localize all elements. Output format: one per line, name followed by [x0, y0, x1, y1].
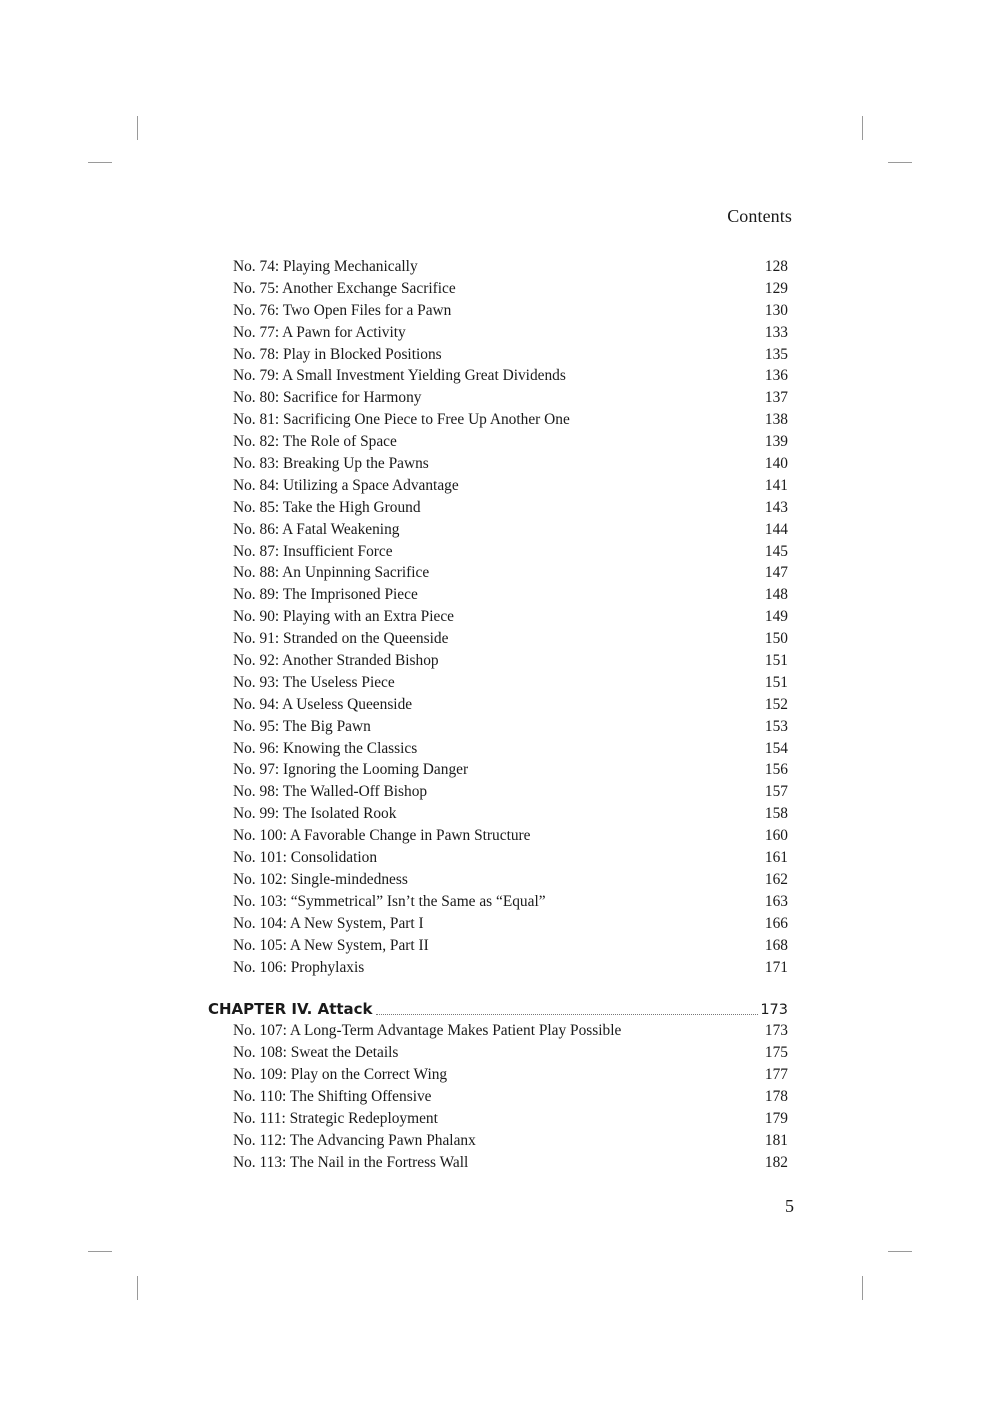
crop-mark-bottom-right-horizontal: [888, 1251, 912, 1252]
toc-entry[interactable]: [208, 803, 788, 825]
dot-leader: [441, 664, 764, 665]
toc-entries-after: [208, 1020, 788, 1173]
toc-entry[interactable]: [208, 650, 788, 672]
dot-leader: [408, 336, 764, 337]
toc-entry-title: No. 113: The Nail in the Fortress Wall: [233, 1153, 469, 1171]
toc-entry-title: No. 87: Insufficient Force: [233, 542, 393, 560]
toc-entry[interactable]: [208, 541, 788, 563]
dot-leader: [431, 576, 764, 577]
crop-mark-top-right-vertical: [862, 116, 863, 140]
dot-leader: [401, 533, 763, 534]
toc-entry-title: No. 83: Breaking Up the Pawns: [233, 455, 429, 473]
toc-entry-title: No. 91: Stranded on the Queenside: [233, 630, 449, 648]
toc-entry[interactable]: [208, 497, 788, 519]
toc-entry[interactable]: [208, 957, 788, 979]
toc-entry-page-number: 135: [764, 345, 788, 363]
toc-entry-title: No. 82: The Role of Space: [233, 433, 397, 451]
toc-entry-page-number: 152: [764, 695, 788, 713]
dot-leader: [450, 642, 763, 643]
toc-entry[interactable]: [208, 935, 788, 957]
toc-entry-page-number: 144: [764, 520, 788, 538]
toc-entry[interactable]: [208, 847, 788, 869]
toc-entry[interactable]: [208, 1042, 788, 1064]
toc-entry[interactable]: [208, 562, 788, 584]
dot-leader: [453, 314, 764, 315]
toc-entry-page-number: 133: [764, 323, 788, 341]
toc-entry[interactable]: [208, 1108, 788, 1130]
dot-leader: [456, 620, 764, 621]
toc-entry[interactable]: [208, 256, 788, 278]
toc-entry-page-number: 173: [764, 1022, 788, 1040]
toc-entry[interactable]: [208, 1064, 788, 1086]
toc-entry-title: No. 80: Sacrifice for Harmony: [233, 389, 422, 407]
toc-entry[interactable]: [208, 628, 788, 650]
toc-entry[interactable]: [208, 913, 788, 935]
toc-entry[interactable]: [208, 781, 788, 803]
toc-entry-page-number: 137: [764, 389, 788, 407]
toc-entry-page-number: 175: [764, 1044, 788, 1062]
toc-entry[interactable]: [208, 409, 788, 431]
toc-entry[interactable]: [208, 716, 788, 738]
dot-leader: [400, 1056, 763, 1057]
toc-entry[interactable]: [208, 891, 788, 913]
toc-entry[interactable]: [208, 759, 788, 781]
toc-entry[interactable]: [208, 365, 788, 387]
toc-entry-title: No. 100: A Favorable Change in Pawn Structure: [233, 827, 531, 845]
toc-entry[interactable]: [208, 825, 788, 847]
toc-entry-title: No. 92: Another Stranded Bishop: [233, 652, 439, 670]
dot-leader: [572, 423, 764, 424]
chapter-page-number: 173: [760, 1002, 788, 1019]
dot-leader: [423, 511, 764, 512]
toc-entry-title: No. 75: Another Exchange Sacrifice: [233, 279, 456, 297]
toc-entry-page-number: 143: [764, 498, 788, 516]
toc-entry-page-number: 128: [764, 258, 788, 275]
toc-entry-title: No. 90: Playing with an Extra Piece: [233, 608, 454, 626]
dot-leader: [423, 401, 763, 402]
dot-leader: [458, 292, 764, 293]
toc-entry-page-number: 171: [764, 958, 788, 976]
crop-mark-top-left-vertical: [137, 116, 138, 140]
toc-entry-page-number: 181: [764, 1131, 788, 1149]
dot-leader: [449, 1078, 764, 1079]
toc-entry-title: No. 102: Single-mindedness: [233, 870, 408, 888]
toc-entry-page-number: 162: [764, 870, 788, 888]
toc-entry-page-number: 154: [764, 739, 788, 757]
crop-mark-bottom-left-horizontal: [88, 1251, 112, 1252]
toc-entry-title: No. 112: The Advancing Pawn Phalanx: [233, 1131, 476, 1149]
toc-entry[interactable]: [208, 606, 788, 628]
toc-entry-page-number: 151: [764, 673, 788, 691]
dot-leader: [431, 949, 764, 950]
dot-leader: [426, 927, 764, 928]
toc-entry-title: No. 84: Utilizing a Space Advantage: [233, 476, 459, 494]
dot-leader: [366, 971, 764, 972]
toc-entry[interactable]: [208, 300, 788, 322]
toc-entry[interactable]: [208, 387, 788, 409]
toc-entry[interactable]: [208, 694, 788, 716]
toc-entry-title: No. 77: A Pawn for Activity: [233, 323, 406, 341]
toc-entry-page-number: 150: [764, 630, 788, 648]
toc-entry-title: No. 110: The Shifting Offensive: [233, 1088, 432, 1106]
toc-entry[interactable]: [208, 1130, 788, 1152]
chapter-gap: [208, 978, 788, 998]
page-number: 5: [785, 1196, 794, 1216]
toc-entry[interactable]: [208, 278, 788, 300]
toc-entry-page-number: 158: [764, 805, 788, 823]
toc-entry-page-number: 178: [764, 1088, 788, 1106]
toc-entry-title: No. 105: A New System, Part II: [233, 936, 429, 954]
dot-leader: [379, 861, 764, 862]
toc-entry[interactable]: [208, 344, 788, 366]
dot-leader: [470, 1166, 764, 1167]
dot-leader: [420, 598, 764, 599]
toc-entry-page-number: 157: [764, 783, 788, 801]
toc-entry-page-number: 148: [764, 586, 788, 604]
dot-leader: [548, 905, 764, 906]
dot-leader: [568, 379, 764, 380]
toc-entry-title: No. 88: An Unpinning Sacrifice: [233, 564, 430, 582]
toc-entry-title: No. 104: A New System, Part I: [233, 914, 424, 932]
toc-entry-title: No. 97: Ignoring the Looming Danger: [233, 761, 469, 779]
toc-entry-page-number: 182: [764, 1153, 788, 1171]
toc-entry-page-number: 139: [764, 433, 788, 451]
toc-entry-title: No. 107: A Long-Term Advantage Makes Patient Play Possible: [233, 1022, 622, 1040]
crop-mark-top-left-horizontal: [88, 162, 112, 163]
toc-entry-title: No. 111: Strategic Redeployment: [233, 1109, 438, 1127]
toc-entry-title: No. 108: Sweat the Details: [233, 1044, 399, 1062]
chapter-title: CHAPTER IV. Attack: [208, 1000, 373, 1019]
table-of-contents: [208, 256, 788, 1174]
toc-entry-page-number: 147: [764, 564, 788, 582]
toc-chapter-heading[interactable]: [208, 998, 788, 1020]
toc-entry-page-number: 145: [764, 542, 788, 560]
dot-leader: [398, 817, 763, 818]
toc-entry-page-number: 151: [764, 652, 788, 670]
running-head: Contents: [727, 206, 792, 226]
dot-leader: [478, 1144, 764, 1145]
toc-entry-title: No. 94: A Useless Queenside: [233, 695, 413, 713]
toc-entry-title: No. 96: Knowing the Classics: [233, 739, 418, 757]
toc-entry-title: No. 79: A Small Investment Yielding Great Dividends: [233, 367, 566, 385]
toc-entry-page-number: 149: [764, 608, 788, 626]
toc-entry-title: No. 106: Prophylaxis: [233, 958, 365, 976]
toc-entry-title: No. 76: Two Open Files for a Pawn: [233, 301, 452, 319]
crop-mark-bottom-left-vertical: [137, 1276, 138, 1300]
toc-entry[interactable]: [208, 475, 788, 497]
toc-entry-title: No. 101: Consolidation: [233, 849, 378, 867]
toc-entries-before: [208, 256, 788, 978]
dot-leader: [420, 270, 764, 271]
dot-leader: [397, 686, 764, 687]
toc-entry[interactable]: [208, 869, 788, 891]
dot-leader: [373, 730, 764, 731]
toc-entry-title: No. 93: The Useless Piece: [233, 673, 395, 691]
toc-entry-title: No. 85: Take the High Ground: [233, 498, 421, 516]
toc-entry[interactable]: [208, 431, 788, 453]
toc-entry-page-number: 129: [764, 279, 788, 297]
toc-entry-page-number: 166: [764, 914, 788, 932]
toc-entry-title: No. 74: Playing Mechanically: [233, 258, 418, 275]
toc-entry-page-number: 140: [764, 455, 788, 473]
dot-leader: [440, 1122, 764, 1123]
toc-entry-page-number: 141: [764, 476, 788, 494]
toc-entry[interactable]: [208, 453, 788, 475]
toc-entry-page-number: 160: [764, 827, 788, 845]
toc-entry-title: No. 86: A Fatal Weakening: [233, 520, 400, 538]
toc-entry-title: No. 78: Play in Blocked Positions: [233, 345, 442, 363]
toc-entry-page-number: 179: [764, 1109, 788, 1127]
crop-mark-top-right-horizontal: [888, 162, 912, 163]
toc-entry[interactable]: [208, 1086, 788, 1108]
dot-leader: [533, 839, 764, 840]
toc-entry-page-number: 161: [764, 849, 788, 867]
toc-entry-page-number: 138: [764, 411, 788, 429]
dot-leader: [410, 883, 764, 884]
dot-leader: [419, 752, 764, 753]
toc-entry[interactable]: [208, 1020, 788, 1042]
toc-entry-page-number: 156: [764, 761, 788, 779]
toc-entry-page-number: 163: [764, 892, 788, 910]
toc-entry-title: No. 89: The Imprisoned Piece: [233, 586, 418, 604]
toc-entry-page-number: 130: [764, 301, 788, 319]
dot-leader: [399, 445, 764, 446]
toc-entry[interactable]: [208, 738, 788, 760]
toc-entry-title: No. 95: The Big Pawn: [233, 717, 371, 735]
toc-entry[interactable]: [208, 322, 788, 344]
toc-entry-page-number: 168: [764, 936, 788, 954]
crop-mark-bottom-right-vertical: [862, 1276, 863, 1300]
dot-leader: [434, 1100, 764, 1101]
toc-entry[interactable]: [208, 672, 788, 694]
dot-leader: [414, 708, 764, 709]
toc-entry[interactable]: [208, 519, 788, 541]
toc-entry-title: No. 81: Sacrificing One Piece to Free Up Another One: [233, 411, 570, 429]
toc-entry-page-number: 136: [764, 367, 788, 385]
dot-leader: [429, 795, 764, 796]
toc-entry-title: No. 103: “Symmetrical” Isn’t the Same as “Equal”: [233, 892, 546, 910]
toc-entry[interactable]: [208, 584, 788, 606]
dot-leader: [444, 358, 764, 359]
dot-leader: [470, 773, 764, 774]
toc-entry-page-number: 153: [764, 717, 788, 735]
dot-leader: [431, 467, 764, 468]
toc-entry-title: No. 109: Play on the Correct Wing: [233, 1066, 448, 1084]
toc-entry-title: No. 99: The Isolated Rook: [233, 805, 397, 823]
dot-leader: [395, 555, 764, 556]
dot-leader: [623, 1034, 764, 1035]
toc-entry-title: No. 98: The Walled-Off Bishop: [233, 783, 428, 801]
dot-leader: [376, 1013, 759, 1014]
dot-leader: [461, 489, 764, 490]
toc-entry-page-number: 177: [764, 1066, 788, 1084]
toc-entry[interactable]: [208, 1152, 788, 1174]
